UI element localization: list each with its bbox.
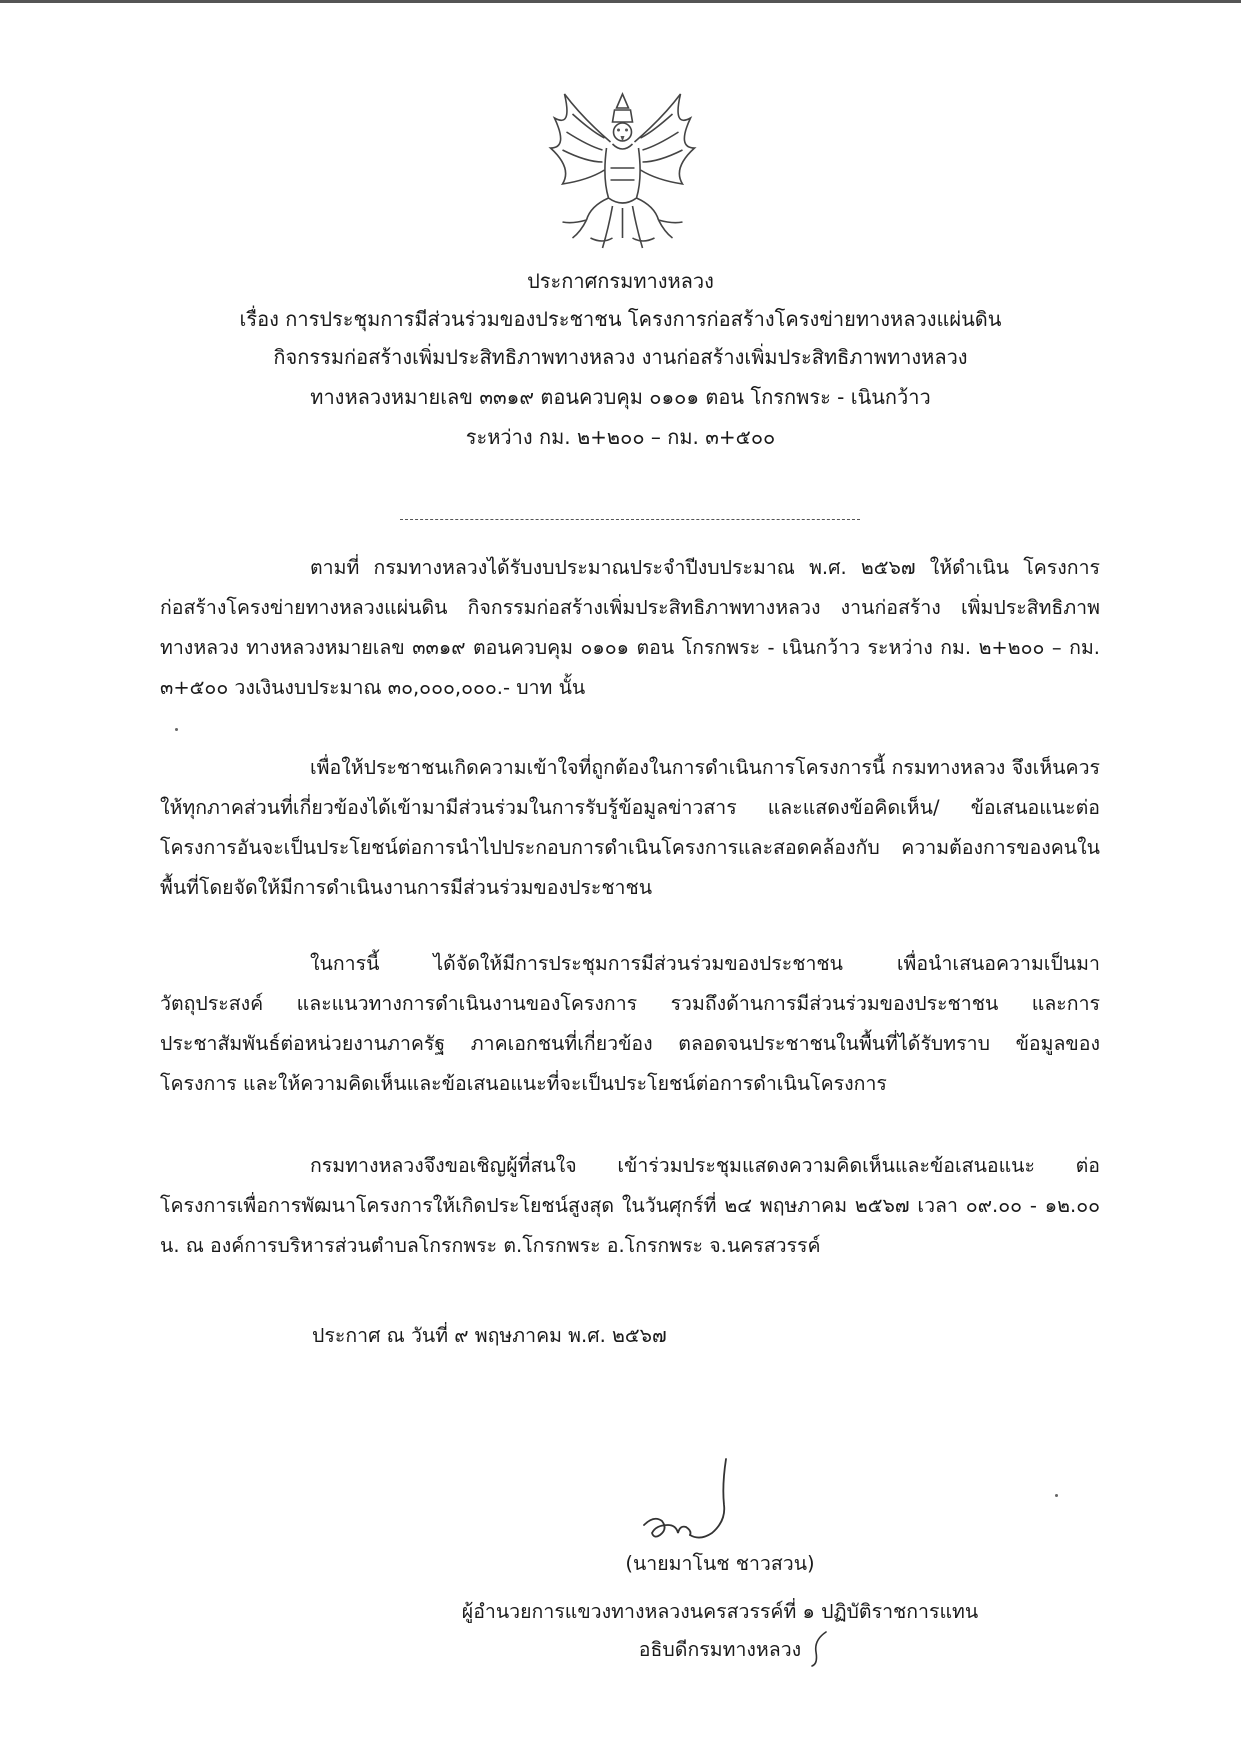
announcement-date: ประกาศ ณ วันที่ ๙ พฤษภาคม พ.ศ. ๒๕๖๗ bbox=[312, 1324, 667, 1347]
signatory-title: อธิบดีกรมทางหลวง bbox=[638, 1638, 802, 1661]
subject-line-4: ระหว่าง กม. ๒+๒๐๐ – กม. ๓+๕๐๐ bbox=[465, 425, 776, 449]
announcement-title: ประกาศกรมทางหลวง bbox=[527, 269, 714, 293]
subject-line-2: กิจกรรมก่อสร้างเพิ่มประสิทธิภาพทางหลวง งานก่อสร้างเพิ่มประสิทธิภาพทางหลวง bbox=[273, 345, 968, 369]
paragraph-purpose: เพื่อให้ประชาชนเกิดความเข้าใจที่ถูกต้องในการดำเนินการโครงการนี้ กรมทางหลวง จึงเห็นควรให้ทุกภาคส่วนที่เกี่ยวข้องได้เข้ามามีส่วนร่วมในการรับรู้ข้อมูลข่าวสาร และแสดงข้อคิดเห็น/ ข้อเสนอแนะต่อโครงการอันจะเป็นประโยชน์ต่อการนำไปประกอบการดำเนินโครงการและสอดคล้องกับ ความต้องการของคนในพื้นที่โดยจัดให้มีการดำเนินงานการมีส่วนร่วมของประชาชน bbox=[160, 756, 1100, 899]
subject-line-3: ทางหลวงหมายเลข ๓๓๑๙ ตอนควบคุม ๐๑๐๑ ตอน โกรกพระ - เนินกว้าว bbox=[310, 385, 931, 409]
scan-speck bbox=[175, 728, 178, 731]
paragraph-background: ตามที่ กรมทางหลวงได้รับงบประมาณประจำปีงบประมาณ พ.ศ. ๒๕๖๗ ให้ดำเนิน โครงการก่อสร้างโครงข่ายทางหลวงแผ่นดิน กิจกรรมก่อสร้างเพิ่มประสิทธิภาพทางหลวง งานก่อสร้าง เพิ่มประสิทธิภาพทางหลวง ทางหลวงหมายเลข ๓๓๑๙ ตอนควบคุม ๐๑๐๑ ตอน โกรกพระ - เนินกว้าว ระหว่าง กม. ๒+๒๐๐ – กม. ๓+๕๐๐ วงเงินงบประมาณ ๓๐,๐๐๐,๐๐๐.- บาท นั้น bbox=[160, 556, 1100, 699]
paragraph-meeting: ในการนี้ ได้จัดให้มีการประชุมการมีส่วนร่วมของประชาชน เพื่อนำเสนอความเป็นมา วัตถุประสงค์ และแนวทางการดำเนินงานของโครงการ รวมถึงด้านการมีส่วนร่วมของประชาชน และการประชาสัมพันธ์ต่อหน่วยงานภาครัฐ ภาคเอกชนที่เกี่ยวข้อง ตลอดจนประชาชนในพื้นที่ได้รับทราบ ข้อมูลของโครงการ และให้ความคิดเห็นและข้อเสนอแนะที่จะเป็นประโยชน์ต่อการดำเนินโครงการ bbox=[160, 952, 1100, 1095]
paragraph-invitation: กรมทางหลวงจึงขอเชิญผู้ที่สนใจ เข้าร่วมประชุมแสดงความคิดเห็นและข้อเสนอแนะ ต่อโครงการเพื่อการพัฒนาโครงการให้เกิดประโยชน์สูงสุด ในวันศุกร์ที่ ๒๔ พฤษภาคม ๒๕๖๗ เวลา ๐๙.๐๐ - ๑๒.๐๐ น. ณ องค์การบริหารส่วนตำบลโกรกพระ ต.โกรกพระ อ.โกรกพระ จ.นครสวรรค์ bbox=[160, 1154, 1100, 1257]
subject-line-1: เรื่อง การประชุมการมีส่วนร่วมของประชาชน โครงการก่อสร้างโครงข่ายทางหลวงแผ่นดิน bbox=[239, 307, 1002, 331]
scan-speck bbox=[1055, 1494, 1058, 1497]
signatory-name: (นายมาโนช ชาวสวน) bbox=[625, 1552, 815, 1575]
signatory-position: ผู้อำนวยการแขวงทางหลวงนครสวรรค์ที่ ๑ ปฏิบัติราชการแทน bbox=[461, 1600, 979, 1623]
garuda-emblem-icon bbox=[540, 88, 705, 258]
handwritten-signature bbox=[640, 1455, 750, 1545]
scan-top-edge bbox=[0, 0, 1241, 3]
initial-mark bbox=[808, 1628, 832, 1668]
separator-rule bbox=[400, 519, 860, 520]
